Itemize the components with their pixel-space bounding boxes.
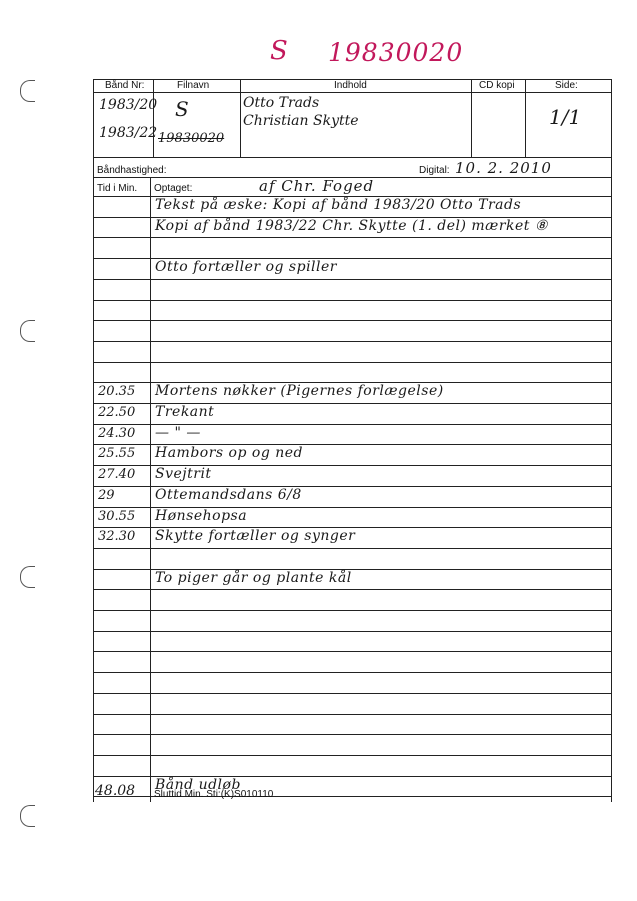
entry-text: Otto fortæller og spiller (155, 259, 337, 275)
optaget-label: Optaget: (154, 183, 193, 194)
digital-value: 10. 2. 2010 (455, 159, 552, 177)
punch-hole-1 (20, 80, 35, 102)
row-rule (93, 341, 612, 342)
entry-text: To piger går og plante kål (155, 570, 352, 586)
punch-hole-3 (20, 566, 35, 588)
entry-time: 22.50 (98, 405, 136, 420)
row-rule (93, 237, 612, 238)
row-rule (93, 651, 612, 652)
side-label: Side: (555, 80, 578, 91)
row-rule (93, 714, 612, 715)
entry-text: Svejtrit (155, 466, 212, 482)
indhold-value-1: Otto Trads (243, 95, 320, 111)
row-rule (93, 279, 612, 280)
entry-text: Skytte fortæller og synger (155, 528, 356, 544)
row-rule (93, 672, 612, 673)
stamp-number: 19830020 (328, 38, 464, 67)
indhold-label: Indhold (334, 80, 367, 91)
row-rule (93, 362, 612, 363)
stamp-prefix: S (270, 36, 288, 66)
entry-time: 27.40 (98, 467, 136, 482)
row-rule (93, 548, 612, 549)
side-value: 1/1 (549, 105, 582, 129)
cd-kopi-label: CD kopi (479, 80, 515, 91)
digital-label: Digital: (419, 165, 450, 176)
row-rule (93, 589, 612, 590)
entry-text: — " — (155, 425, 201, 441)
row-rule (93, 631, 612, 632)
entry-text: Tekst på æske: Kopi af bånd 1983/20 Otto Trads (155, 197, 522, 213)
row-rule (93, 320, 612, 321)
tid-label: Tid i Min. (97, 183, 138, 194)
row-rule (93, 300, 612, 301)
entry-text: Trekant (155, 404, 215, 420)
filnavn-value-1: S (175, 97, 189, 121)
sluttid-label: Sluttid Min. Sti:(K)S010110 (154, 789, 274, 800)
row-rule (93, 755, 612, 756)
band-nr-value-1: 1983/20 (99, 97, 158, 113)
indhold-value-2: Christian Skytte (243, 113, 359, 129)
archive-form (93, 79, 612, 802)
entry-time: 30.55 (98, 509, 136, 524)
footer-time: 48.08 (95, 783, 136, 799)
entry-text: Mortens nøkker (Pigernes forlægelse) (155, 383, 444, 399)
entry-time: 29 (98, 488, 115, 503)
optaget-value: af Chr. Foged (259, 177, 375, 195)
entry-time: 25.55 (98, 446, 136, 461)
band-nr-label: Bånd Nr: (105, 80, 145, 91)
entry-text: Kopi af bånd 1983/22 Chr. Skytte (1. del) mærket ⑧ (155, 218, 548, 234)
band-nr-value-2: 1983/22 (99, 125, 158, 141)
row-rule (93, 734, 612, 735)
entry-time: 20.35 (98, 384, 136, 399)
entry-time: 24.30 (98, 426, 136, 441)
entry-text: Hønsehopsa (155, 508, 248, 524)
punch-hole-4 (20, 805, 35, 827)
row-rule (93, 693, 612, 694)
filnavn-label: Filnavn (177, 80, 210, 91)
entry-text: Hambors op og ned (155, 445, 303, 461)
bandhastighed-label: Båndhastighed: (97, 165, 167, 176)
filnavn-value-2: 19830020 (158, 131, 225, 146)
punch-hole-2 (20, 320, 35, 342)
entry-text: Bånd udløb (155, 777, 241, 793)
entry-text: Ottemandsdans 6/8 (155, 487, 302, 503)
row-rule (93, 610, 612, 611)
entry-time: 32.30 (98, 529, 136, 544)
